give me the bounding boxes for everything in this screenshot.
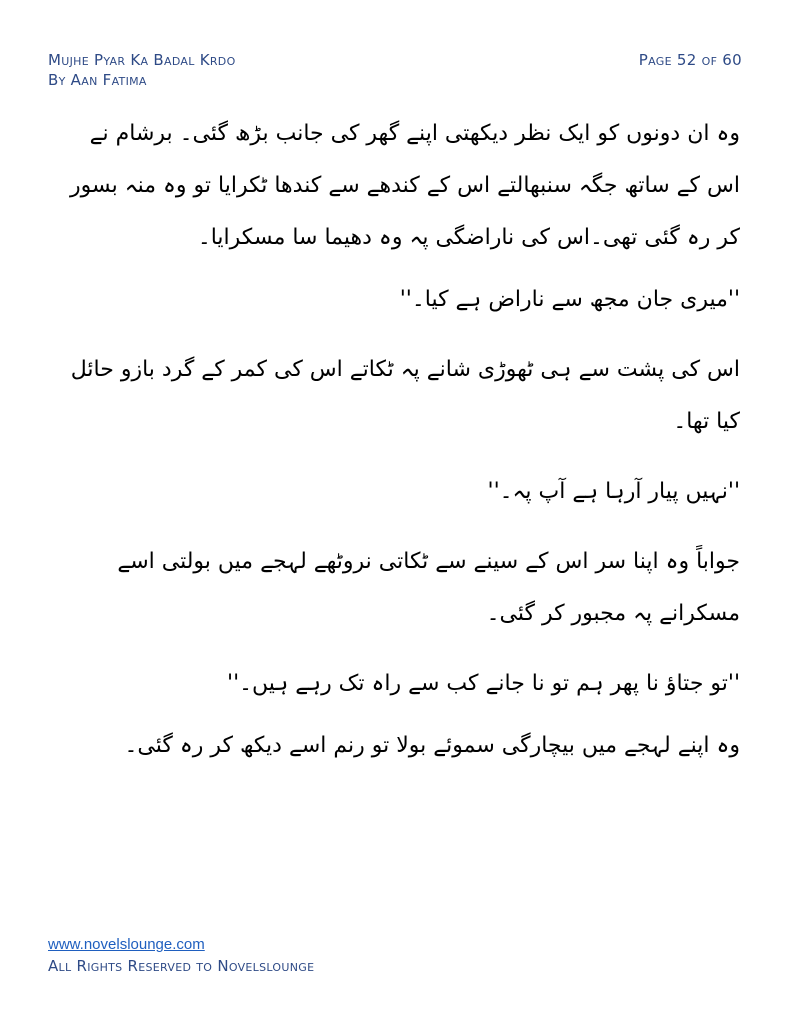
paragraph-7: وہ اپنے لہجے میں بیچارگی سموئے بولا تو رنم اسے دیکھ کر رہ گئی۔	[124, 733, 740, 758]
page-number: Page 52 of 60	[638, 51, 742, 69]
author-name: By Aan Fatima	[48, 71, 147, 89]
story-text	[50, 108, 740, 772]
paragraph-3: اس کی پشت سے ہی ٹھوڑی شانے پہ ٹکاتے اس کی کمر کے گرد بازو حائل کیا تھا۔	[70, 357, 740, 434]
paragraph-1: وہ ان دونوں کو ایک نظر دیکھتی اپنے گھر کی جانب بڑھ گئی۔ برشام نے اس کے ساتھ جگہ سنبھالتے اس کے کندھے سے کندھا ٹکرایا تو وہ منہ بسور کر رہ گئی تھی۔اس کی ناراضگی پہ وہ دھیما سا مسکرایا۔	[69, 121, 740, 250]
paragraph-6: ''تو جتاؤ نا پھر ہم تو نا جانے کب سے راہ تک رہے ہیں۔''	[227, 671, 740, 696]
paragraph-4: ''نہیں پیار آرہا ہے آپ پہ۔''	[487, 479, 740, 504]
paragraph-5: جواباً وہ اپنا سر اس کے سینے سے ٹکاتی نروٹھے لہجے میں بولتی اسے مسکرانے پہ مجبور کر گئی۔	[117, 549, 740, 626]
page-footer	[48, 935, 314, 977]
paragraph-2: ''میری جان مجھ سے ناراض ہے کیا۔''	[399, 287, 740, 312]
rights-notice: All Rights Reserved to Novelslounge	[48, 957, 315, 975]
novel-title: Mujhe Pyar Ka Badal Krdo	[48, 51, 236, 69]
website-link[interactable]: www.novelslounge.com	[48, 936, 205, 953]
page-header-left	[48, 50, 236, 90]
